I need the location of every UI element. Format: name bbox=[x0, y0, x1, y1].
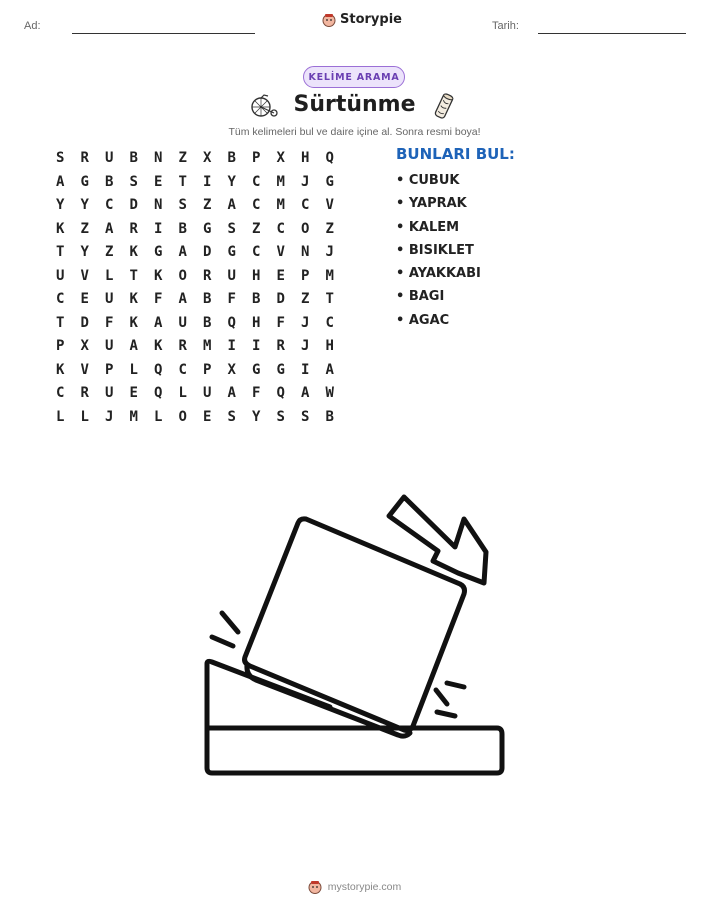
coloring-illustration bbox=[195, 490, 515, 782]
grid-cell[interactable]: G bbox=[227, 244, 236, 260]
grid-cell[interactable]: Q bbox=[154, 385, 163, 401]
date-label: Tarih: bbox=[492, 20, 519, 32]
grid-cell[interactable]: D bbox=[203, 244, 212, 260]
grid-cell[interactable]: P bbox=[203, 361, 212, 378]
grid-cell[interactable]: C bbox=[105, 197, 114, 213]
grid-cell[interactable]: M bbox=[203, 338, 212, 354]
page-title: Sürtünme bbox=[293, 92, 416, 117]
grid-cell[interactable]: R bbox=[178, 338, 187, 354]
grid-cell[interactable]: A bbox=[178, 291, 187, 307]
grid-cell[interactable]: B bbox=[105, 173, 114, 190]
grid-cell[interactable]: U bbox=[227, 267, 236, 284]
grid-cell[interactable]: E bbox=[129, 385, 138, 401]
grid-cell[interactable]: H bbox=[252, 314, 261, 331]
grid-cell[interactable]: S bbox=[227, 408, 236, 425]
grid-cell[interactable]: M bbox=[325, 267, 334, 284]
grid-cell[interactable]: N bbox=[154, 197, 163, 213]
grid-cell[interactable]: L bbox=[154, 408, 163, 425]
grid-cell[interactable]: I bbox=[227, 338, 236, 354]
word-list-item: • CUBUK bbox=[396, 173, 460, 188]
grid-cell[interactable]: Z bbox=[80, 220, 89, 237]
grid-cell[interactable]: K bbox=[129, 314, 138, 331]
grid-cell[interactable]: T bbox=[178, 173, 187, 190]
grid-cell[interactable]: O bbox=[178, 408, 187, 425]
grid-cell[interactable]: L bbox=[105, 267, 114, 284]
grid-cell[interactable]: C bbox=[252, 173, 261, 190]
grid-cell[interactable]: U bbox=[203, 385, 212, 401]
grid-cell[interactable]: P bbox=[301, 267, 310, 284]
grid-cell[interactable]: K bbox=[154, 338, 163, 354]
grid-cell[interactable]: B bbox=[203, 314, 212, 331]
grid-cell[interactable]: X bbox=[203, 150, 212, 166]
instructions: Tüm kelimeleri bul ve daire içine al. Sonra resmi boya! bbox=[228, 126, 481, 138]
grid-cell[interactable]: P bbox=[56, 338, 65, 354]
grid-cell[interactable]: F bbox=[276, 314, 285, 331]
log-icon bbox=[432, 92, 456, 120]
grid-cell[interactable]: R bbox=[203, 267, 212, 284]
grid-cell[interactable]: U bbox=[56, 267, 65, 284]
grid-cell[interactable]: Q bbox=[276, 385, 285, 401]
grid-cell[interactable]: Y bbox=[80, 197, 89, 213]
grid-cell[interactable]: Z bbox=[178, 150, 187, 166]
grid-cell[interactable]: O bbox=[178, 267, 187, 284]
grid-cell[interactable]: Q bbox=[227, 314, 236, 331]
grid-cell[interactable]: Q bbox=[154, 361, 163, 378]
grid-cell[interactable]: P bbox=[105, 361, 114, 378]
grid-cell[interactable]: V bbox=[276, 244, 285, 260]
grid-cell[interactable]: G bbox=[325, 173, 334, 190]
motion-arrow bbox=[389, 497, 486, 583]
grid-cell[interactable]: F bbox=[154, 291, 163, 307]
category-badge: KELİME ARAMA bbox=[303, 66, 405, 88]
grid-cell[interactable]: Y bbox=[252, 408, 261, 425]
grid-cell[interactable]: I bbox=[301, 361, 310, 378]
grid-cell[interactable]: A bbox=[178, 244, 187, 260]
storypie-mascot-icon bbox=[322, 13, 336, 27]
word-list-item: • AYAKKABI bbox=[396, 266, 481, 282]
grid-cell[interactable]: G bbox=[80, 173, 89, 190]
word-search-grid bbox=[48, 147, 342, 429]
grid-cell[interactable]: R bbox=[80, 150, 89, 166]
grid-cell[interactable]: L bbox=[178, 385, 187, 401]
grid-cell[interactable]: U bbox=[105, 338, 114, 354]
grid-cell[interactable]: T bbox=[325, 291, 334, 307]
grid-cell[interactable]: S bbox=[56, 150, 65, 166]
grid-cell[interactable]: U bbox=[105, 291, 114, 307]
word-list-title: BUNLARI BUL: bbox=[396, 145, 515, 163]
grid-cell[interactable]: S bbox=[227, 220, 236, 237]
grid-cell[interactable]: E bbox=[80, 291, 89, 307]
grid-cell[interactable]: E bbox=[154, 173, 163, 190]
grid-cell[interactable]: K bbox=[56, 220, 65, 237]
brand-name: Storypie bbox=[340, 12, 402, 27]
grid-cell[interactable]: T bbox=[56, 314, 65, 331]
grid-cell[interactable]: J bbox=[301, 173, 310, 190]
footer-url: mystorypie.com bbox=[327, 881, 402, 893]
grid-cell[interactable]: A bbox=[227, 385, 236, 401]
grid-cell[interactable]: I bbox=[252, 338, 261, 354]
grid-cell[interactable]: G bbox=[276, 361, 285, 378]
grid-cell[interactable]: D bbox=[276, 291, 285, 307]
grid-cell[interactable]: K bbox=[129, 244, 138, 260]
grid-cell[interactable]: F bbox=[105, 314, 114, 331]
brand-logo bbox=[322, 12, 402, 27]
grid-cell[interactable]: T bbox=[56, 244, 65, 260]
grid-cell[interactable]: P bbox=[252, 150, 261, 166]
grid-cell[interactable]: A bbox=[301, 385, 310, 401]
grid-cell[interactable]: G bbox=[252, 361, 261, 378]
grid-cell[interactable]: R bbox=[80, 385, 89, 401]
grid-cell[interactable]: A bbox=[56, 173, 65, 190]
grid-cell[interactable]: C bbox=[252, 197, 261, 213]
grid-cell[interactable]: K bbox=[56, 361, 65, 378]
grid-cell[interactable]: H bbox=[301, 150, 310, 166]
grid-cell[interactable]: A bbox=[105, 220, 114, 237]
grid-cell[interactable]: U bbox=[105, 150, 114, 166]
word-list-item: • BAGI bbox=[396, 289, 445, 305]
grid-cell[interactable]: X bbox=[80, 338, 89, 354]
name-label: Ad: bbox=[24, 20, 41, 32]
grid-cell[interactable]: Y bbox=[80, 244, 89, 260]
grid-cell[interactable]: A bbox=[129, 338, 138, 354]
grid-cell[interactable]: Z bbox=[105, 244, 114, 260]
grid-cell[interactable]: B bbox=[203, 291, 212, 307]
grid-cell[interactable]: L bbox=[129, 361, 138, 378]
grid-cell[interactable]: Z bbox=[203, 197, 212, 213]
grid-cell[interactable]: L bbox=[56, 408, 65, 425]
grid-cell[interactable]: Q bbox=[325, 150, 334, 166]
grid-cell[interactable]: B bbox=[129, 150, 138, 166]
grid-cell[interactable]: D bbox=[80, 314, 89, 331]
grid-cell[interactable]: K bbox=[154, 267, 163, 284]
grid-cell[interactable]: U bbox=[178, 314, 187, 331]
grid-cell[interactable]: M bbox=[276, 197, 285, 213]
grid-cell[interactable]: T bbox=[129, 267, 138, 284]
name-line bbox=[72, 33, 255, 34]
grid-cell[interactable]: Y bbox=[227, 173, 236, 190]
grid-cell[interactable]: M bbox=[129, 408, 138, 425]
grid-cell[interactable]: D bbox=[129, 197, 138, 213]
grid-cell[interactable]: R bbox=[276, 338, 285, 354]
grid-cell[interactable]: S bbox=[178, 197, 187, 213]
date-line bbox=[538, 33, 686, 34]
grid-cell[interactable]: Y bbox=[56, 197, 65, 213]
grid-cell[interactable]: S bbox=[301, 408, 310, 425]
word-list bbox=[396, 172, 481, 335]
grid-cell[interactable]: A bbox=[227, 197, 236, 213]
grid-cell[interactable]: G bbox=[203, 220, 212, 237]
grid-cell[interactable]: E bbox=[203, 408, 212, 425]
grid-cell[interactable]: B bbox=[178, 220, 187, 237]
grid-cell[interactable]: A bbox=[325, 361, 334, 378]
grid-cell[interactable]: A bbox=[154, 314, 163, 331]
grid-cell[interactable]: C bbox=[301, 197, 310, 213]
grid-cell[interactable]: N bbox=[154, 150, 163, 166]
grid-cell[interactable]: G bbox=[154, 244, 163, 260]
grid-cell[interactable]: J bbox=[105, 408, 114, 425]
footer bbox=[0, 880, 709, 894]
grid-cell[interactable]: C bbox=[325, 314, 334, 331]
grid-cell[interactable]: F bbox=[252, 385, 261, 401]
grid-cell[interactable]: O bbox=[301, 220, 310, 237]
grid-cell[interactable]: K bbox=[129, 291, 138, 307]
grid-cell[interactable]: L bbox=[80, 408, 89, 425]
grid-cell[interactable]: F bbox=[227, 291, 236, 307]
grid-cell[interactable]: U bbox=[105, 385, 114, 401]
grid-cell[interactable]: B bbox=[325, 408, 334, 425]
grid-cell[interactable]: C bbox=[276, 220, 285, 237]
grid-cell[interactable]: V bbox=[80, 361, 89, 378]
grid-cell[interactable]: I bbox=[203, 173, 212, 190]
sliding-book bbox=[245, 519, 465, 731]
grid-cell[interactable]: H bbox=[325, 338, 334, 354]
grid-cell[interactable]: W bbox=[325, 385, 334, 401]
grid-cell[interactable]: V bbox=[80, 267, 89, 284]
grid-cell[interactable]: C bbox=[56, 385, 65, 401]
grid-cell[interactable]: C bbox=[178, 361, 187, 378]
grid-cell[interactable]: J bbox=[325, 244, 334, 260]
grid-cell[interactable]: Z bbox=[252, 220, 261, 237]
grid-cell[interactable]: S bbox=[276, 408, 285, 425]
grid-cell[interactable]: H bbox=[252, 267, 261, 284]
grid-cell[interactable]: J bbox=[301, 338, 310, 354]
grid-cell[interactable]: N bbox=[301, 244, 310, 260]
grid-cell[interactable]: C bbox=[252, 244, 261, 260]
grid-cell[interactable]: Z bbox=[325, 220, 334, 237]
grid-cell[interactable]: Z bbox=[301, 291, 310, 307]
storypie-mascot-icon bbox=[308, 880, 322, 894]
word-list-item: • KALEM bbox=[396, 219, 460, 235]
grid-cell[interactable]: X bbox=[276, 150, 285, 166]
word-list-item: • BISIKLET bbox=[396, 242, 474, 258]
grid-cell[interactable]: J bbox=[301, 314, 310, 331]
grid-cell[interactable]: X bbox=[227, 361, 236, 378]
grid-cell[interactable]: R bbox=[129, 220, 138, 237]
grid-cell[interactable]: E bbox=[276, 267, 285, 284]
grid-cell[interactable]: I bbox=[154, 220, 163, 237]
grid-cell[interactable]: V bbox=[325, 197, 334, 213]
grid-cell[interactable]: C bbox=[56, 291, 65, 307]
grid-cell[interactable]: B bbox=[252, 291, 261, 307]
word-list-item: • YAPRAK bbox=[396, 196, 467, 212]
grid-cell[interactable]: M bbox=[276, 173, 285, 190]
word-list-item: • AGAC bbox=[396, 312, 450, 328]
grid-cell[interactable]: S bbox=[129, 173, 138, 190]
grid-cell[interactable]: B bbox=[227, 150, 236, 166]
